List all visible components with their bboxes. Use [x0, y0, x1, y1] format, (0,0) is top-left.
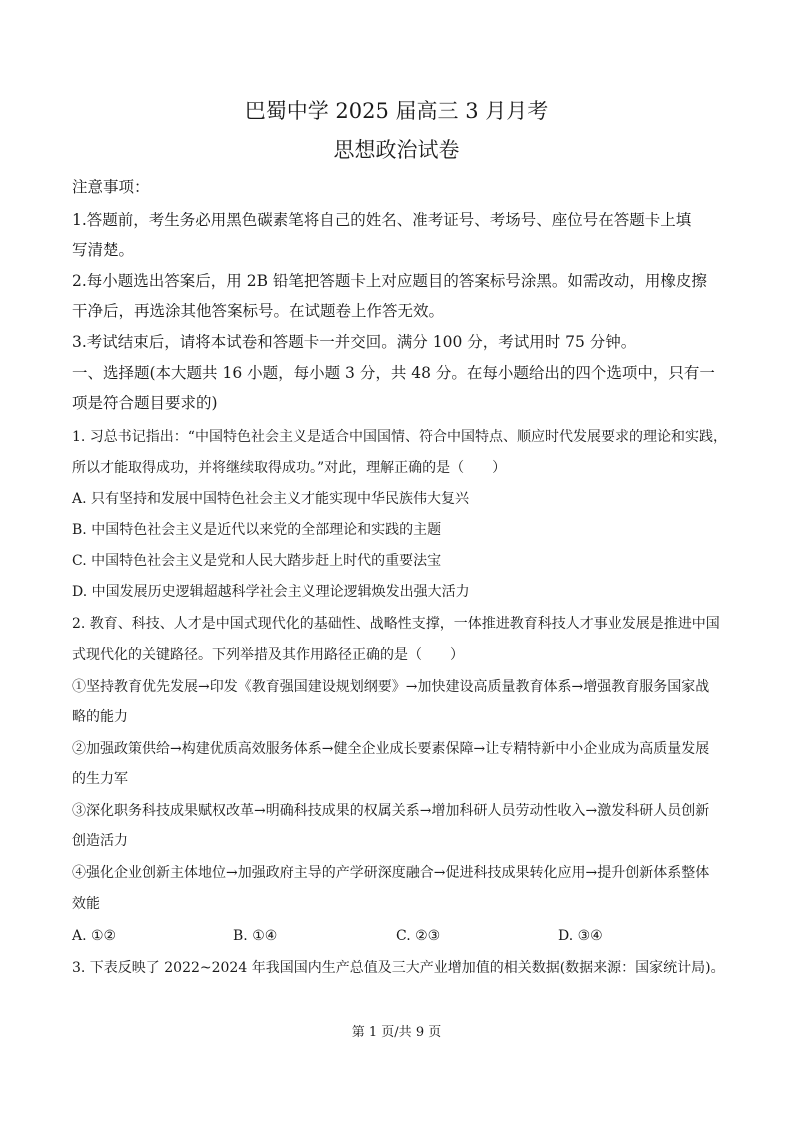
q1-option-a: A. 只有坚持和发展中国特色社会主义才能实现中华民族伟大复兴 — [72, 491, 470, 507]
q2-item-1-line-1: ①坚持教育优先发展→印发《教育强国建设规划纲要》→加快建设高质量教育体系→增强教育服务国家战 — [72, 679, 710, 695]
q1-option-b: B. 中国特色社会主义是近代以来党的全部理论和实践的主题 — [72, 522, 442, 538]
q2-choice-c: C. ②③ — [396, 928, 441, 944]
q2-stem-line-1: 2. 教育、科技、人才是中国式现代化的基础性、战略性支撑，一体推进教育科技人才事业发展是推进中国 — [72, 616, 720, 632]
q2-item-1-line-2: 略的能力 — [72, 709, 128, 725]
q2-item-4-line-1: ④强化企业创新主体地位→加强政府主导的产学研深度融合→促进科技成果转化应用→提升创新体系整体 — [72, 865, 710, 881]
q2-item-3-line-2: 创造活力 — [72, 833, 128, 849]
q3-stem: 3. 下表反映了 2022~2024 年我国国内生产总值及三大产业增加值的相关数据(数据来源：国家统计局)。 — [72, 960, 725, 976]
q1-stem-line-2: 所以才能取得成功，并将继续取得成功。”对此，理解正确的是（ ） — [72, 460, 507, 476]
q2-choice-d: D. ③④ — [558, 928, 603, 944]
q2-item-2-line-1: ②加强政策供给→构建优质高效服务体系→健全企业成长要素保障→让专精特新中小企业成为高质量发展 — [72, 741, 710, 757]
notice-line-4: 干净后，再选涂其他答案标号。在试题卷上作答无效。 — [72, 302, 445, 320]
q2-item-4-line-2: 效能 — [72, 896, 100, 912]
q2-choice-a: A. ①② — [72, 928, 117, 944]
q1-stem-line-1: 1. 习总书记指出：“中国特色社会主义是适合中国国情、符合中国特点、顺应时代发展要求的理论和实践， — [72, 429, 727, 445]
section-heading-line-2: 项是符合题目要求的) — [72, 394, 218, 412]
notice-line-1: 1.答题前，考生务必用黑色碳素笔将自己的姓名、准考证号、考场号、座位号在答题卡上填 — [72, 211, 692, 229]
notice-line-5: 3.考试结束后，请将本试卷和答题卡一并交回。满分 100 分，考试用时 75 分钟。 — [72, 333, 637, 351]
q1-option-c: C. 中国特色社会主义是党和人民大踏步赶上时代的重要法宝 — [72, 553, 442, 569]
exam-title: 巴蜀中学 2025 届高三 3 月月考 — [244, 99, 549, 123]
q2-item-2-line-2: 的生力军 — [72, 771, 128, 787]
q1-option-d: D. 中国发展历史逻辑超越科学社会主义理论逻辑焕发出强大活力 — [72, 584, 470, 600]
notice-heading: 注意事项： — [72, 178, 150, 196]
q2-choice-b: B. ①④ — [233, 928, 278, 944]
notice-line-3: 2.每小题选出答案后，用 2B 铅笔把答题卡上对应题目的答案标号涂黑。如需改动，用橡皮擦 — [72, 272, 707, 290]
notice-line-2: 写清楚。 — [72, 241, 135, 259]
page-number: 第 1 页/共 9 页 — [351, 1025, 442, 1040]
q2-item-3-line-1: ③深化职务科技成果赋权改革→明确科技成果的权属关系→增加科研人员劳动性收入→激发科研人员创新 — [72, 803, 710, 819]
exam-subject: 思想政治试卷 — [333, 138, 460, 162]
section-heading-line-1: 一、选择题(本大题共 16 小题，每小题 3 分，共 48 分。在每小题给出的四个选项中，只有一 — [72, 364, 715, 382]
q2-stem-line-2: 式现代化的关键路径。下列举措及其作用路径正确的是（ ） — [72, 647, 464, 663]
